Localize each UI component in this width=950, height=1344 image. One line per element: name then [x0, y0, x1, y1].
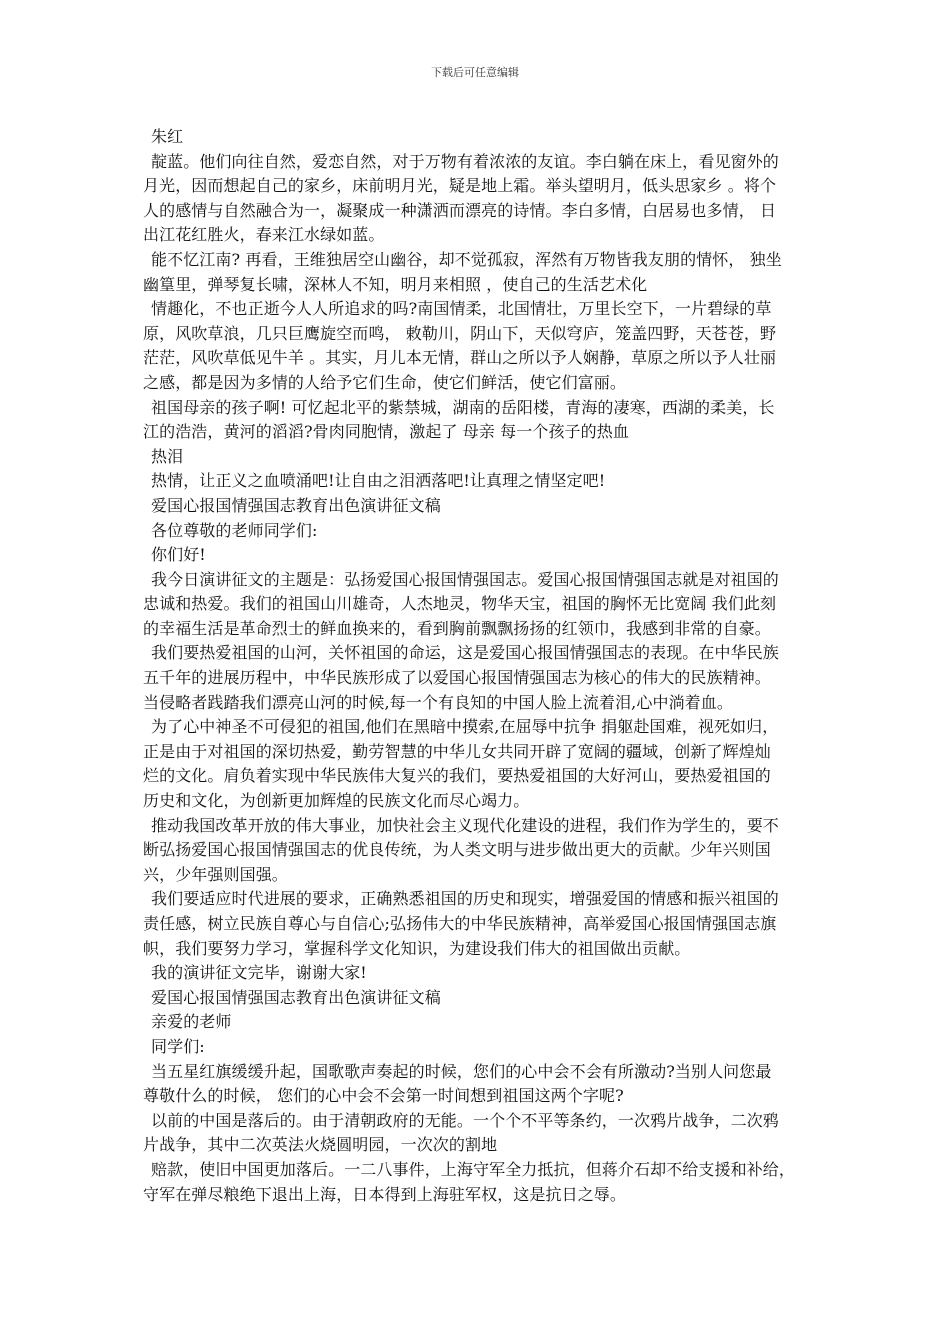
document-body — [143, 125, 815, 1207]
paragraph — [143, 814, 815, 888]
text-line: 爱国心报国情强国志教育出色演讲征文稿 — [151, 987, 441, 1007]
text-line: 热情，让正义之血喷涌吧!让自由之泪洒落吧!让真理之情坚定吧! — [151, 471, 606, 491]
paragraph — [143, 543, 815, 568]
text-line: 幽篁里，弹琴复长啸，深林人不知，明月来相照 ，使自己的生活艺术化 — [143, 274, 648, 294]
paragraph — [143, 150, 815, 248]
text-line: 出江花红胜火，春来江水绿如蓝。 — [143, 225, 385, 245]
text-line: 同学们: — [151, 1036, 205, 1056]
text-line: 忠诚和热爱。我们的祖国山川雄奇，人杰地灵，物华天宝，祖国的胸怀无比宽阔 我们此刻 — [143, 594, 777, 614]
text-line: 的幸福生活是革命烈士的鲜血换来的，看到胸前飘飘扬扬的红领巾，我感到非常的自豪。 — [143, 618, 771, 638]
paragraph — [143, 297, 815, 395]
paragraph — [143, 641, 815, 715]
page-header: 下载后可任意编辑 — [431, 66, 519, 79]
text-line: 亲爱的老师 — [151, 1012, 232, 1032]
paragraph — [143, 519, 815, 544]
text-line: 烂的文化。肩负着实现中华民族伟大复兴的我们，要热爱祖国的大好河山，要热爱祖国的 — [143, 766, 771, 786]
text-line: 守军在弹尽粮绝下退出上海，日本得到上海驻军权，这是抗日之辱。 — [143, 1184, 627, 1204]
text-line: 赔款，使旧中国更加落后。一二八事件，上海守军全力抵抗，但蒋介石却不给支援和补给， — [151, 1159, 796, 1179]
paragraph — [143, 445, 815, 470]
text-line: 断弘扬爱国心报国情强国志的优良传统，为人类文明与进步做出更大的贡献。少年兴则国 — [143, 840, 771, 860]
text-line: 推动我国改革开放的伟大事业，加快社会主义现代化建设的进程，我们作为学生的，要不 — [151, 815, 779, 835]
paragraph — [143, 1158, 815, 1207]
text-line: 为了心中神圣不可侵犯的祖国,他们在黑暗中摸索,在屈辱中抗争 捐躯赴国难，视死如归， — [151, 717, 779, 737]
text-line: 之感，都是因为多情的人给予它们生命，使它们鲜活，使它们富丽。 — [143, 372, 627, 392]
paragraph — [143, 715, 815, 813]
text-line: 责任感，树立民族自尊心与自信心;弘扬伟大的中华民族精神，高举爱国心报国情强国志旗 — [143, 914, 777, 933]
text-line: 人的感情与自然融合为一，凝聚成一种潇洒而漂亮的诗情。李白多情，白居易也多情， 日 — [143, 200, 777, 220]
paragraph — [143, 961, 815, 986]
text-line: 尊敬什么的时候， 您们的心中会不会第一时间想到祖国这两个字呢? — [143, 1086, 624, 1106]
text-line: 江的浩浩，黄河的滔滔?骨肉同胞情，激起了 母亲 每一个孩子的热血 — [143, 422, 629, 442]
text-line: 原，风吹草浪，几只巨鹰旋空而鸣， 敕勒川，阴山下，天似穹庐，笼盖四野，天苍苍，野 — [143, 323, 777, 343]
text-line: 你们好! — [151, 545, 206, 565]
text-line: 能不忆江南? 再看，王维独居空山幽谷，却不觉孤寂，浑然有万物皆我友朋的情怀， 独坐 — [151, 249, 782, 269]
paragraph — [143, 494, 815, 519]
text-line: 情趣化，不也正逝今人人所追求的吗?南国情柔，北国情壮，万里长空下，一片碧绿的草 — [151, 299, 772, 319]
text-line: 祖国母亲的孩子啊! 可忆起北平的紫禁城，湖南的岳阳楼，青海的凄寒，西湖的柔美，长 — [151, 397, 775, 417]
paragraph — [143, 986, 815, 1011]
text-line: 帜，我们要努力学习，掌握科学文化知识，为建设我们伟大的祖国做出贡献。 — [143, 938, 691, 958]
paragraph — [143, 1035, 815, 1060]
paragraph — [143, 1060, 815, 1109]
text-line: 茫茫，风吹草低见牛羊 。其实，月儿本无情，群山之所以予人娴静，草原之所以予人壮丽 — [143, 348, 777, 368]
text-line: 正是由于对祖国的深切热爱，勤劳智慧的中华儿女共同开辟了宽阔的疆域，创新了辉煌灿 — [143, 741, 771, 761]
paragraph — [143, 1010, 815, 1035]
text-line: 历史和文化，为创新更加辉煌的民族文化而尽心竭力。 — [143, 791, 530, 811]
paragraph — [143, 396, 815, 445]
text-line: 五千年的进展历程中，中华民族形成了以爱国心报国情强国志为核心的伟大的民族精神。 — [143, 668, 771, 688]
paragraph — [143, 887, 815, 961]
paragraph — [143, 568, 815, 642]
text-line: 当五星红旗缓缓升起，国歌歌声奏起的时候，您们的心中会不会有所激动?当别人问您最 — [151, 1061, 772, 1081]
text-line: 热泪 — [151, 446, 184, 466]
paragraph — [143, 1109, 815, 1158]
text-line: 各位尊敬的老师同学们: — [151, 520, 318, 540]
text-line: 我们要适应时代进展的要求，正确熟悉祖国的历史和现实，增强爱国的情感和振兴祖国的 — [151, 889, 779, 909]
text-line: 我们要热爱祖国的山河，关怀祖国的命运，这是爱国心报国情强国志的表现。在中华民族 — [151, 643, 779, 663]
text-line: 月光，因而想起自己的家乡，床前明月光，疑是地上霜。举头望明月，低头思家乡 。将个 — [143, 176, 777, 196]
paragraph — [143, 469, 815, 494]
text-line: 我今日演讲征文的主题是：弘扬爱国心报国情强国志。爱国心报国情强国志就是对祖国的 — [151, 569, 779, 589]
text-line: 以前的中国是落后的。由于清朝政府的无能。一个个不平等条约，一次鸦片战争，二次鸦 — [151, 1110, 779, 1130]
paragraph — [143, 125, 815, 150]
text-line: 朱红 — [151, 127, 184, 146]
text-line: 我的演讲征文完毕，谢谢大家! — [151, 963, 367, 983]
paragraph — [143, 248, 815, 297]
text-line: 片战争，其中二次英法火烧圆明园，一次次的割地 — [143, 1135, 498, 1155]
text-line: 当侵略者践踏我们漂亮山河的时候,每一个有良知的中国人脸上流着泪,心中淌着血。 — [143, 692, 733, 712]
text-line: 兴，少年强则国强。 — [143, 864, 288, 884]
text-line: 爱国心报国情强国志教育出色演讲征文稿 — [151, 495, 441, 515]
text-line: 靛蓝。他们向往自然，爱恋自然，对于万物有着浓浓的友谊。李白躺在床上，看见窗外的 — [151, 151, 779, 171]
